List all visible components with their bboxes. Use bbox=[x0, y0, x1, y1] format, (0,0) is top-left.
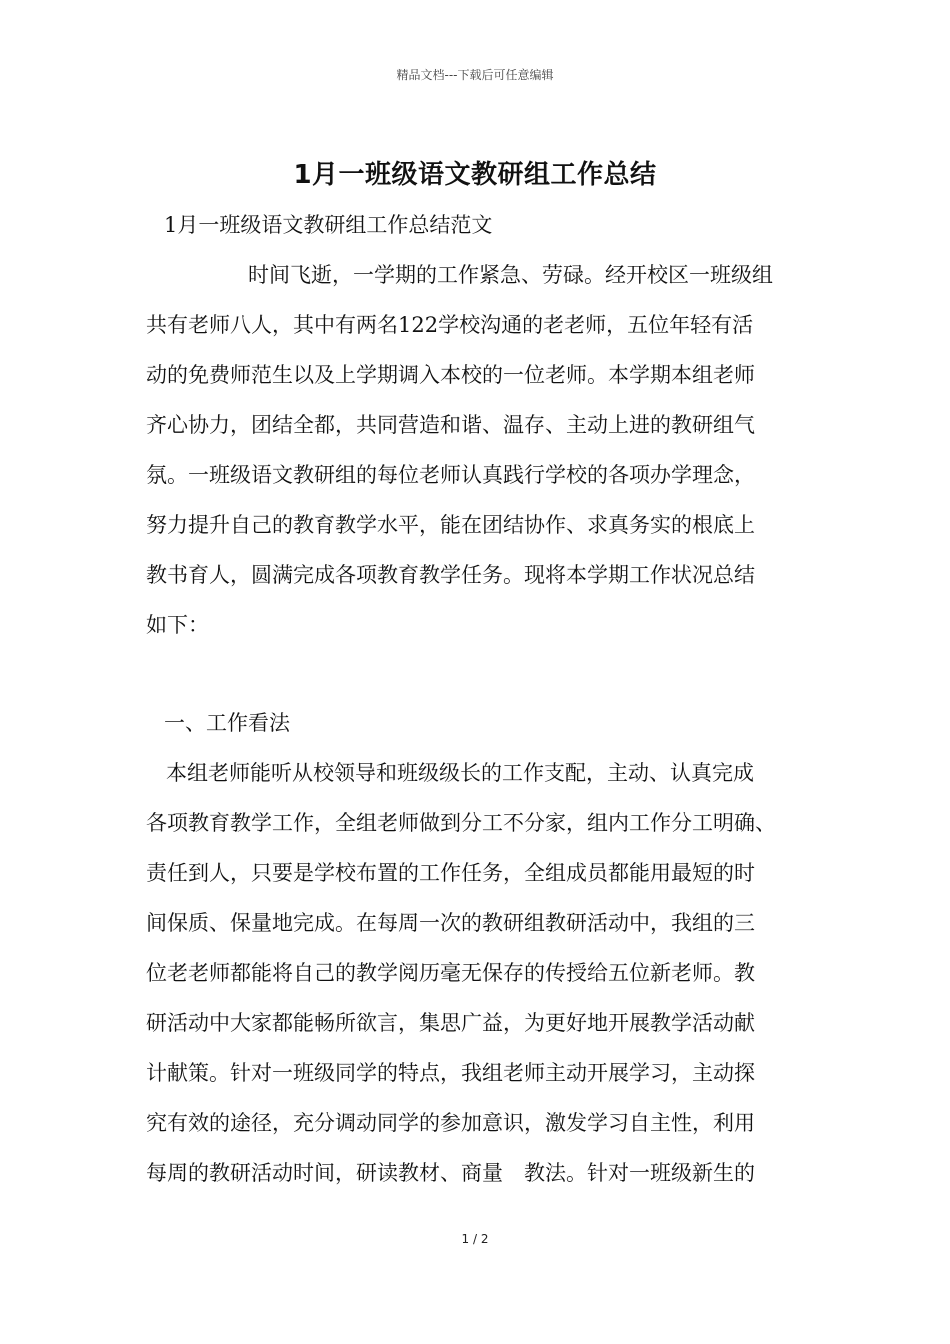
paragraph-line: 计献策。针对一班级同学的特点，我组老师主动开展学习，主动探 bbox=[146, 1061, 755, 1085]
paragraph-line: 本组老师能听从校领导和班级级长的工作支配，主动、认真完成 bbox=[166, 761, 754, 785]
paragraph-line: 如下： bbox=[146, 613, 209, 637]
paragraph-line: 齐心协力，团结全都，共同营造和谐、温存、主动上进的教研组气 bbox=[146, 413, 755, 437]
paragraph-line: 时间飞逝，一学期的工作紧急、劳碌。经开校区一班级组 bbox=[248, 263, 773, 287]
paragraph-line: 动的免费师范生以及上学期调入本校的一位老师。本学期本组老师 bbox=[146, 363, 755, 387]
paragraph-line: 教书育人，圆满完成各项教育教学任务。现将本学期工作状况总结 bbox=[146, 563, 755, 587]
paragraph-line: 究有效的途径，充分调动同学的参加意识，激发学习自主性，利用 bbox=[146, 1111, 755, 1135]
section-heading: 一、工作看法 bbox=[164, 711, 290, 735]
paragraph-line: 各项教育教学工作，全组老师做到分工不分家，组内工作分工明确、 bbox=[146, 811, 776, 835]
page-number: 1 / 2 bbox=[461, 1232, 489, 1246]
document-title: 1月一班级语文教研组工作总结 bbox=[293, 160, 657, 190]
paragraph-line: 共有老师八人，其中有两名122学校沟通的老老师，五位年轻有活 bbox=[146, 313, 754, 337]
paragraph-line: 研活动中大家都能畅所欲言，集思广益，为更好地开展教学活动献 bbox=[146, 1011, 755, 1035]
paragraph-line: 努力提升自己的教育教学水平，能在团结协作、求真务实的根底上 bbox=[146, 513, 755, 537]
document-subtitle: 1月一班级语文教研组工作总结范文 bbox=[164, 213, 493, 237]
paragraph-line: 氛。一班级语文教研组的每位老师认真践行学校的各项办学理念， bbox=[146, 463, 755, 487]
header-note: 精品文档---下载后可任意编辑 bbox=[396, 68, 554, 82]
paragraph-line: 责任到人，只要是学校布置的工作任务，全组成员都能用最短的时 bbox=[146, 861, 755, 885]
paragraph-line: 位老老师都能将自己的教学阅历毫无保存的传授给五位新老师。教 bbox=[146, 961, 755, 985]
paragraph-line: 每周的教研活动时间，研读教材、商量 教法。针对一班级新生的 bbox=[146, 1161, 755, 1185]
paragraph-line: 间保质、保量地完成。在每周一次的教研组教研活动中，我组的三 bbox=[146, 911, 755, 935]
